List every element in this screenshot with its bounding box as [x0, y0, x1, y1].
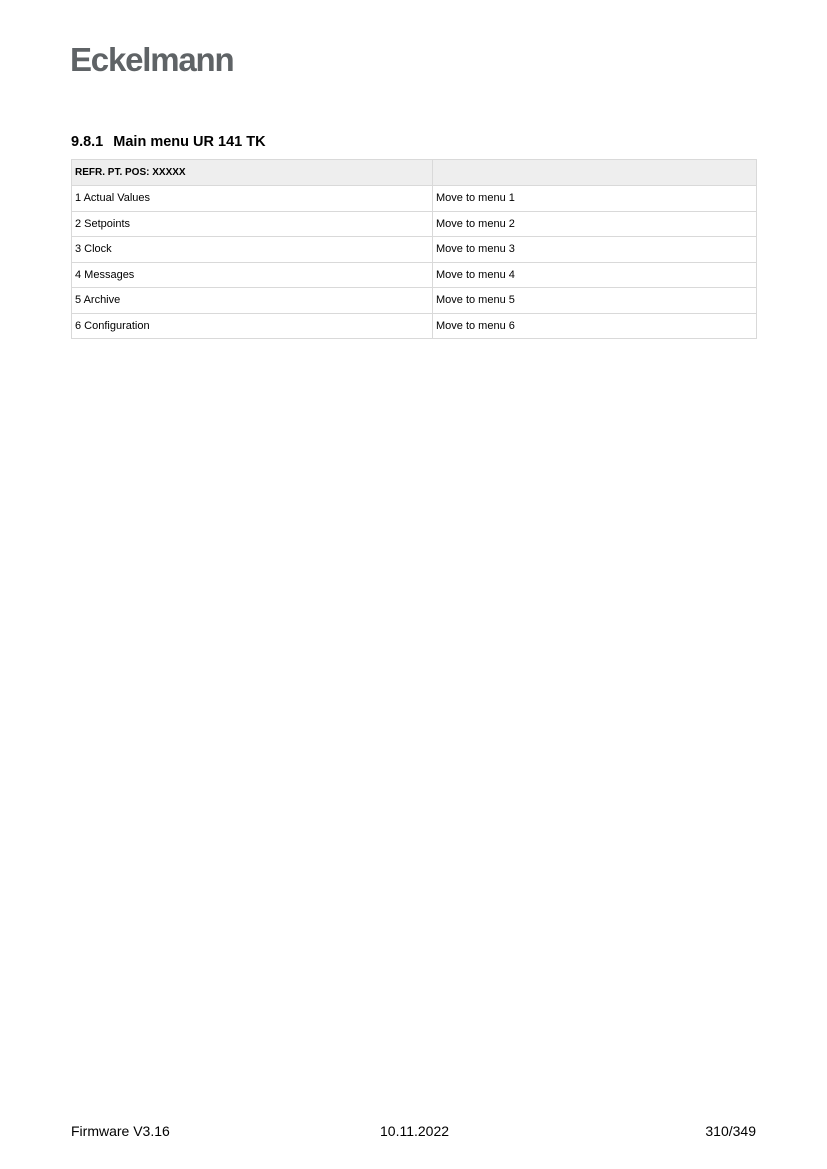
menu-item-label: 5 Archive	[72, 288, 433, 314]
section-title: Main menu UR 141 TK	[113, 134, 266, 150]
menu-item-description: Move to menu 1	[433, 186, 757, 212]
footer-firmware-version: Firmware V3.16	[71, 1123, 170, 1139]
section-number: 9.8.1	[71, 134, 104, 150]
table-row	[72, 237, 757, 263]
table-header-cell: REFR. PT. POS: XXXXX	[72, 160, 433, 186]
table-row	[72, 186, 757, 212]
menu-item-description: Move to menu 3	[433, 237, 757, 263]
footer-page-number: 310/349	[705, 1123, 756, 1139]
menu-item-description: Move to menu 5	[433, 288, 757, 314]
menu-item-label: 6 Configuration	[72, 313, 433, 339]
menu-item-label: 2 Setpoints	[72, 211, 433, 237]
table-row	[72, 313, 757, 339]
menu-item-description: Move to menu 6	[433, 313, 757, 339]
table-row	[72, 211, 757, 237]
menu-item-label: 3 Clock	[72, 237, 433, 263]
menu-item-label: 4 Messages	[72, 262, 433, 288]
table-header-row	[72, 160, 757, 186]
menu-item-description: Move to menu 2	[433, 211, 757, 237]
table-row	[72, 262, 757, 288]
company-logo: Eckelmann	[70, 41, 234, 78]
section-heading	[71, 132, 266, 152]
footer-date: 10.11.2022	[380, 1123, 450, 1139]
table-header-cell	[433, 160, 757, 186]
table-row	[72, 288, 757, 314]
main-menu-table	[71, 159, 757, 339]
menu-item-label: 1 Actual Values	[72, 186, 433, 212]
menu-item-description: Move to menu 4	[433, 262, 757, 288]
